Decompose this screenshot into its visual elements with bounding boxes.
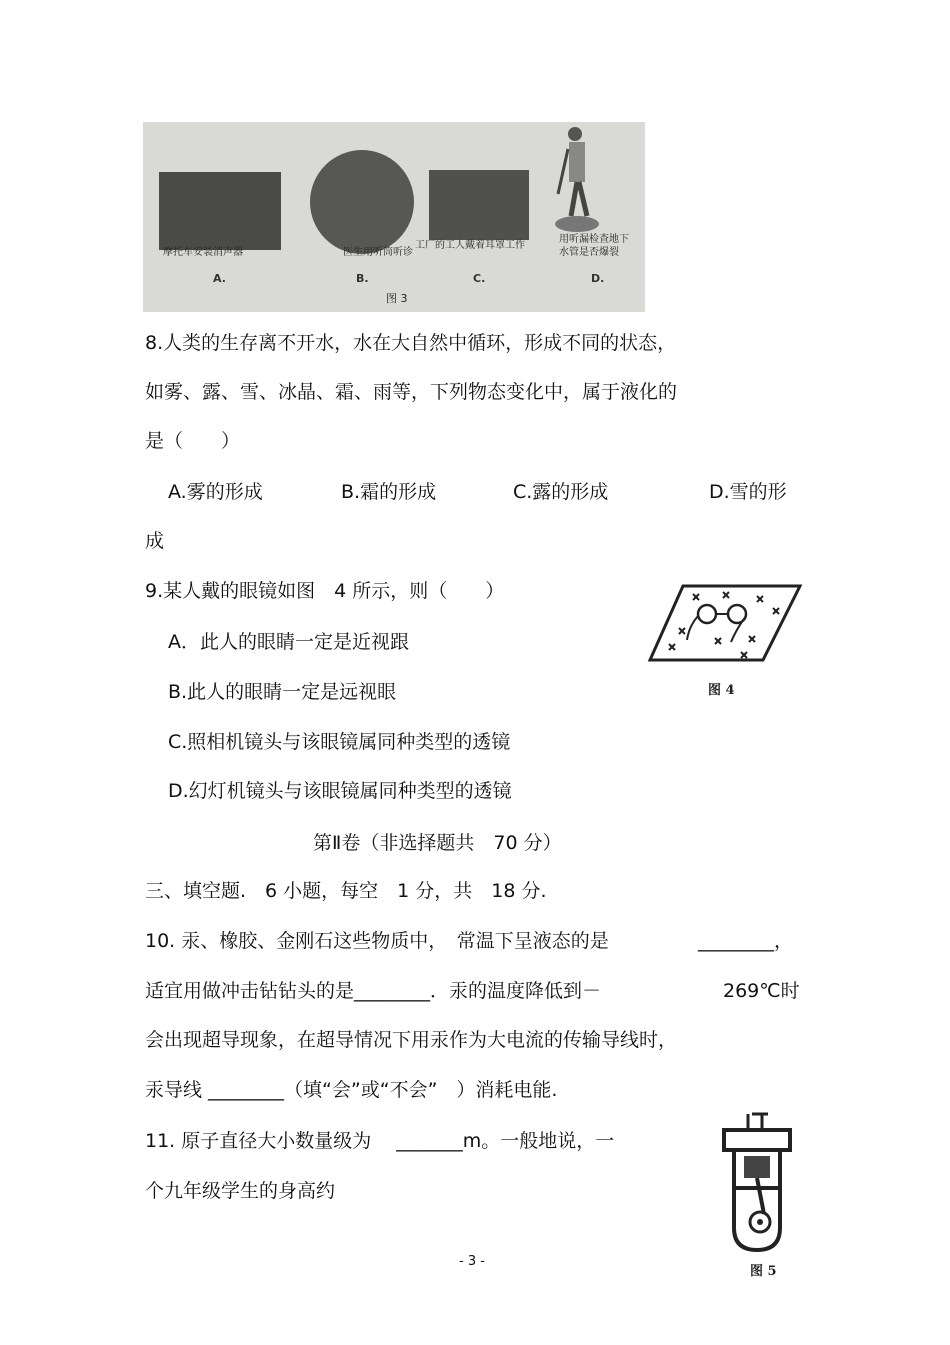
q8-line-1: 8.人类的生存离不开水，水在大自然中循环，形成不同的状态，	[145, 332, 677, 354]
figure-4	[645, 578, 805, 698]
q9-option-b: B.此人的眼睛一定是远视眼	[168, 681, 397, 703]
figure-3-label: 图 3	[386, 292, 408, 305]
q9-stem: 9.某人戴的眼镜如图 4 所示，则（ ）	[145, 580, 505, 602]
section-2-heading: 第Ⅱ卷（非选择题共 70 分）	[313, 832, 562, 854]
q8-option-d-wrap: 成	[145, 530, 165, 552]
letter-d: D.	[591, 272, 605, 285]
q9-option-a: A．此人的眼睛一定是近视跟	[168, 631, 409, 653]
q11-line-2: 个九年级学生的身高约	[145, 1180, 336, 1202]
glasses-diagram	[645, 578, 805, 678]
q10-line-1b: ________，	[698, 930, 794, 952]
q10-line-2b: 269℃时	[723, 980, 800, 1002]
q8-option-a: A.雾的形成	[168, 481, 263, 503]
q8-line-3: 是（ ）	[145, 430, 241, 452]
q8-line-2: 如雾、露、雪、冰晶、霜、雨等，下列物态变化中，属于液化的	[145, 381, 678, 403]
q10-line-4: 汞导线 ________（填“会”或“不会” ）消耗电能.	[145, 1079, 558, 1101]
page-number: - 3 -	[459, 1254, 485, 1269]
letter-b: B.	[356, 272, 369, 285]
worker-figure	[553, 124, 613, 236]
caption-c: 工厂的工人戴着耳罩工作	[415, 240, 525, 251]
q9-option-d: D.幻灯机镜头与该眼镜属同种类型的透镜	[168, 780, 512, 802]
letter-a: A.	[213, 272, 226, 285]
photo-motorcycle	[159, 172, 281, 250]
photo-doctor	[310, 150, 414, 254]
caption-a: 摩托车安装消声器	[163, 247, 243, 258]
q10-line-1a: 10. 汞、橡胶、金刚石这些物质中， 常温下呈液态的是	[145, 930, 609, 952]
q8-option-b: B.霜的形成	[341, 481, 437, 503]
caption-d-line1: 用听漏检查地下	[559, 234, 629, 245]
figure-4-label: 图 4	[708, 683, 735, 698]
part-3-heading: 三、填空题. 6 小题，每空 1 分，共 18 分.	[145, 880, 547, 902]
q10-line-2a: 适宜用做冲击钻钻头的是________．汞的温度降低到－	[145, 980, 602, 1002]
q8-option-d: D.雪的形	[709, 481, 787, 503]
figure-3	[143, 122, 645, 312]
figure-5	[712, 1110, 802, 1280]
photo-factory	[429, 170, 529, 240]
q9-option-c: C.照相机镜头与该眼镜属同种类型的透镜	[168, 731, 511, 753]
caption-b: 医生用听筒听诊	[343, 247, 413, 258]
q8-option-c: C.露的形成	[513, 481, 609, 503]
caption-d-line2: 水管是否爆裂	[559, 247, 619, 258]
engine-diagram	[712, 1110, 802, 1255]
letter-c: C.	[473, 272, 486, 285]
figure-5-label: 图 5	[750, 1264, 777, 1279]
q10-line-3: 会出现超导现象，在超导情况下用汞作为大电流的传输导线时，	[145, 1029, 678, 1051]
q11-line-1: 11. 原子直径大小数量级为 _______m。一般地说，一	[145, 1130, 615, 1152]
